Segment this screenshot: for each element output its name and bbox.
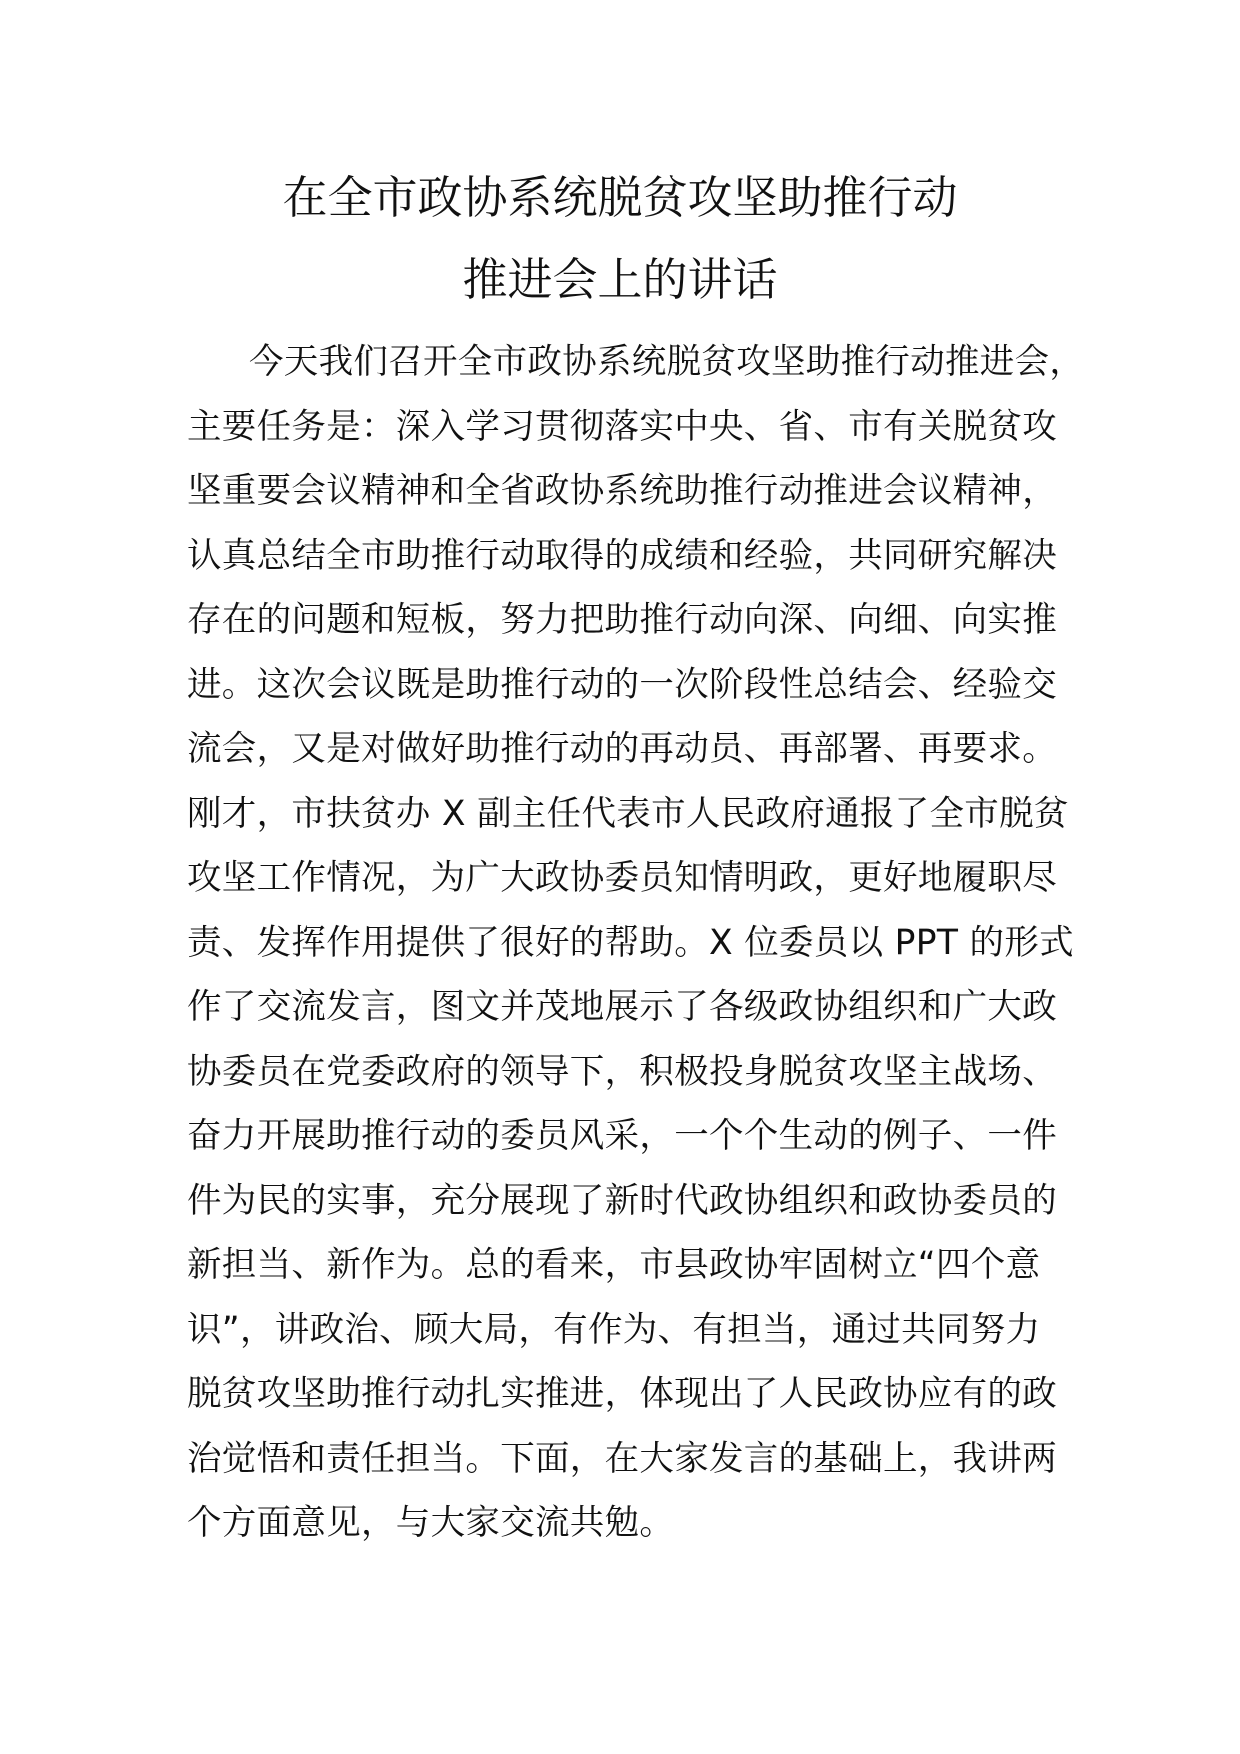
paragraph-line: 存在的问题和短板，努力把助推行动向深、向细、向实推 (187, 600, 1057, 640)
speech-body (187, 330, 1085, 1556)
paragraph-line: 刚才，市扶贫办 X 副主任代表市人民政府通报了全市脱贫 (187, 793, 1069, 834)
paragraph-line: 主要任务是：深入学习贯彻落实中央、省、市有关脱贫攻 (187, 406, 1057, 447)
paragraph-line: 流会，又是对做好助推行动的再动员、再部署、再要求。 (187, 729, 1057, 769)
paragraph-line: 攻坚工作情况，为广大政协委员知情明政，更好地履职尽 (187, 858, 1057, 898)
paragraph-line: 奋力开展助推行动的委员风采，一个个生动的例子、一件 (187, 1116, 1057, 1156)
paragraph-line: 责、发挥作用提供了很好的帮助。X 位委员以 PPT 的形式 (187, 922, 1074, 963)
paragraph-line: 治觉悟和责任担当。下面，在大家发言的基础上，我讲两 (187, 1438, 1057, 1479)
paragraph-line: 个方面意见，与大家交流共勉。 (187, 1503, 675, 1543)
document-title-line-2: 推进会上的讲话 (462, 253, 778, 306)
paragraph-line: 今天我们召开全市政协系统脱贫攻坚助推行动推进会， (249, 342, 1085, 382)
paragraph-line: 件为民的实事，充分展现了新时代政协组织和政协委员的 (187, 1180, 1057, 1221)
paragraph-line: 认真总结全市助推行动取得的成绩和经验，共同研究解决 (187, 535, 1057, 576)
document-title-line-1: 在全市政协系统脱贫攻坚助推行动 (282, 171, 958, 224)
paragraph-line: 坚重要会议精神和全省政协系统助推行动推进会议精神， (187, 471, 1057, 511)
paragraph-line: 新担当、新作为。总的看来，市县政协牢固树立“四个意 (187, 1245, 1041, 1285)
paragraph-line: 脱贫攻坚助推行动扎实推进，体现出了人民政协应有的政 (187, 1374, 1057, 1414)
paragraph-line: 进。这次会议既是助推行动的一次阶段性总结会、经验交 (187, 664, 1057, 705)
paragraph-line: 作了交流发言，图文并茂地展示了各级政协组织和广大政 (187, 987, 1057, 1027)
paragraph-line: 识”，讲政治、顾大局，有作为、有担当，通过共同努力 (187, 1309, 1041, 1350)
paragraph-line: 协委员在党委政府的领导下，积极投身脱贫攻坚主战场、 (187, 1051, 1057, 1092)
